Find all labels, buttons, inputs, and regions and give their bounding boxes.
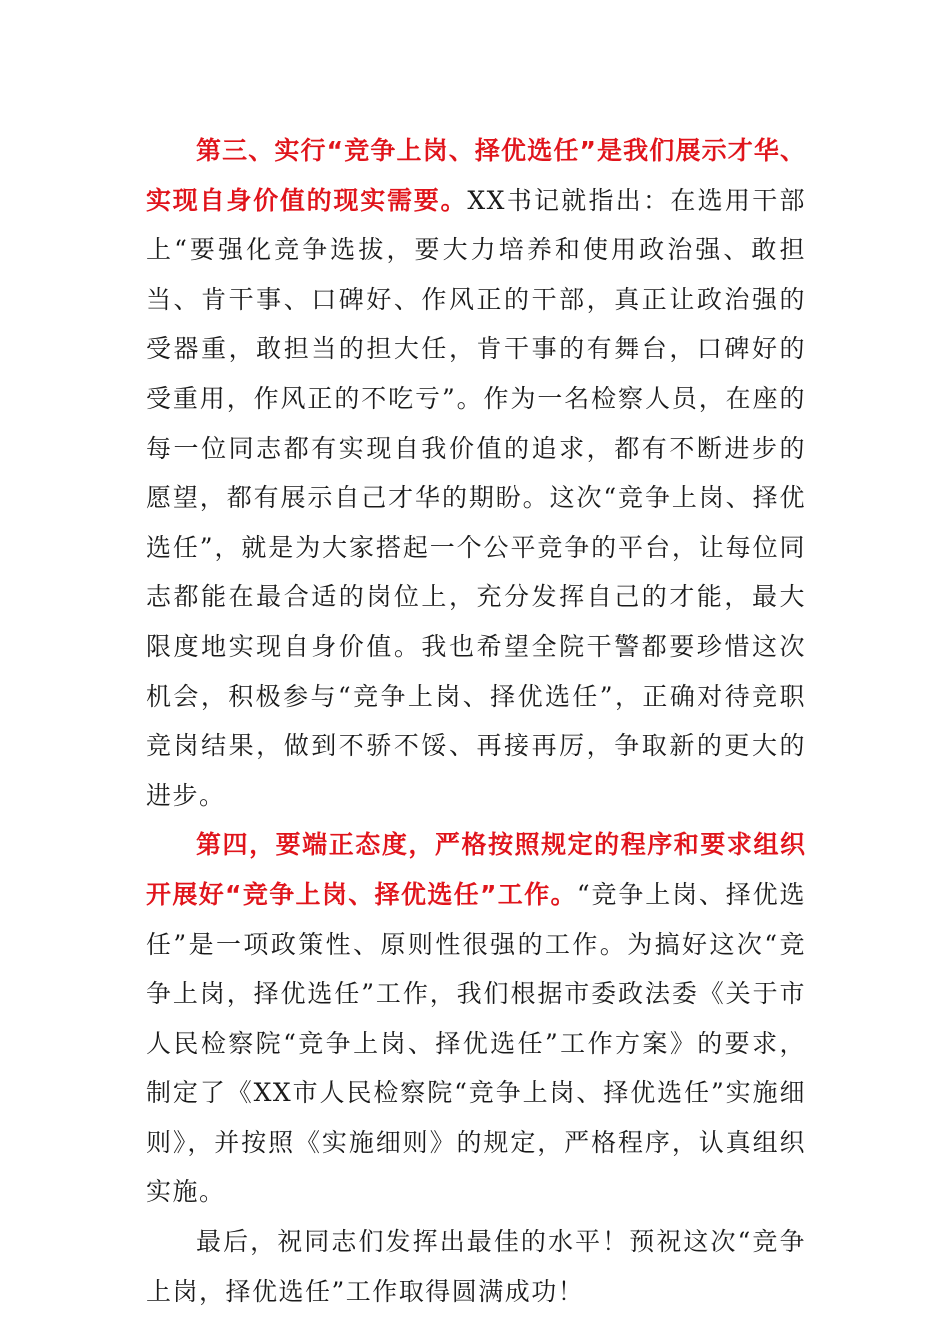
paragraph-body-text: “竞争上岗、择优选任”是一项政策性、原则性很强的工作。为搞好这次“竞争上岗，择优选任”工作，我们根据市委政法委《关于市人民检察院“竞争上岗、择优选任”工作方案》的要求，制定了《XX市人民检察院“竞争上岗、择优选任”实施细则》，并按照《实施细则》的规定，严格程序，认真组织实施。 [146,879,806,1207]
paragraph-lead-heading: 第四，要端正态度，严格按照规定的程序和要求组织开展好“竞争上岗、择优选任”工作。 [146,830,806,909]
paragraph-fourth-point [146,820,806,1217]
document-body [146,126,806,1316]
paragraph-third-point [146,126,806,820]
paragraph-body-text: 最后，祝同志们发挥出最佳的水平！预祝这次“竞争上岗，择优选任”工作取得圆满成功！ [146,1227,806,1306]
paragraph-closing [146,1217,806,1316]
paragraph-lead-heading: 第三、实行“竞争上岗、择优选任”是我们展示才华、实现自身价值的现实需要。 [146,136,806,215]
paragraph-body-text: XX书记就指出：在选用干部上“要强化竞争选拔，要大力培养和使用政治强、敢担当、肯干事、口碑好、作风正的干部，真正让政治强的受器重，敢担当的担大任，肯干事的有舞台，口碑好的受重用，作风正的不吃亏”。作为一名检察人员，在座的每一位同志都有实现自我价值的追求，都有不断进步的愿望，都有展示自己才华的期盼。这次“竞争上岗、择优选任”，就是为大家搭起一个公平竞争的平台，让每位同志都能在最合适的岗位上，充分发挥自己的才能，最大限度地实现自身价值。我也希望全院干警都要珍惜这次机会，积极参与“竞争上岗、择优选任”，正确对待竞职竞岗结果，做到不骄不馁、再接再厉，争取新的更大的进步。 [146,185,806,810]
